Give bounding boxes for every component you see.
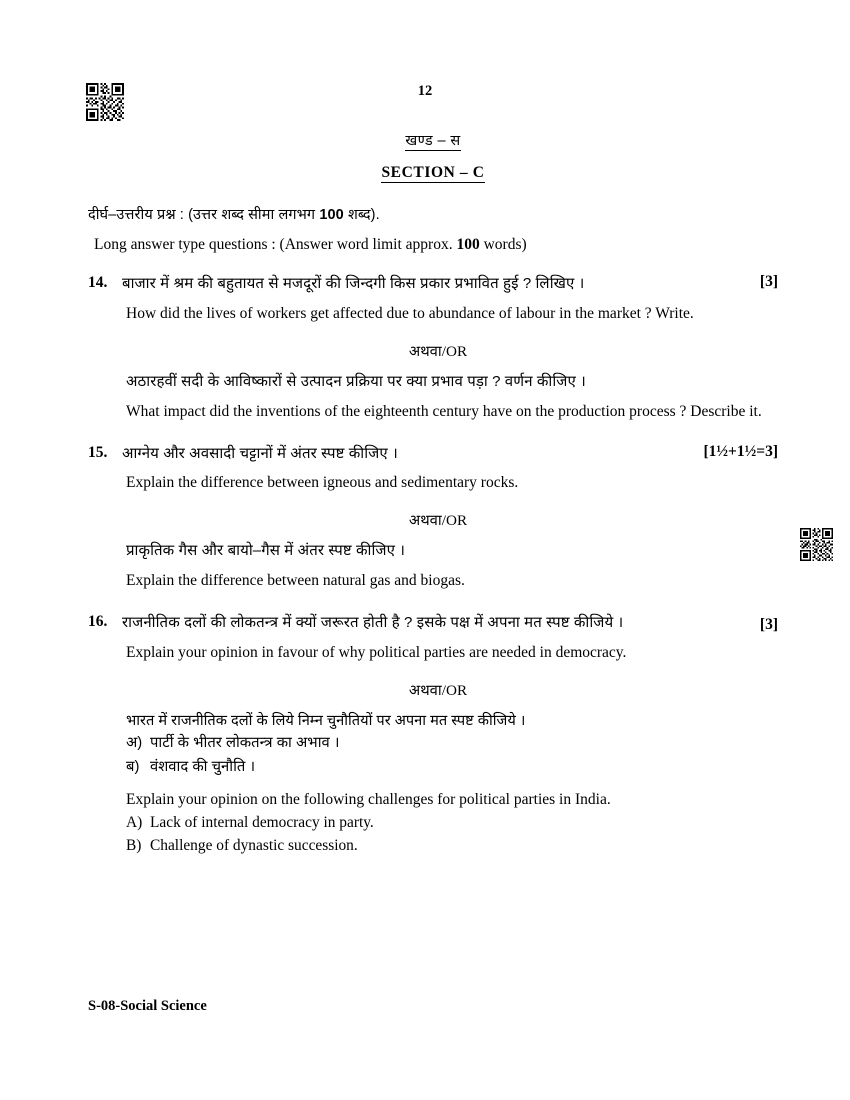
question-alt-text-hindi: अठारहवीं सदी के आविष्कारों से उत्पादन प्रक्रिया पर क्या प्रभाव पड़ा ? वर्णन कीजिए । bbox=[126, 372, 586, 390]
instruction-english-wordcount: 100 bbox=[456, 236, 480, 253]
option-text: वंशवाद की चुनौति । bbox=[150, 759, 256, 776]
or-label-hindi: अथवा bbox=[408, 343, 442, 360]
option-label: A) bbox=[126, 814, 143, 832]
question-text-hindi: आग्नेय और अवसादी चट्टानों में अंतर स्पष्ट कीजिए । bbox=[122, 444, 398, 462]
question-number: 15. bbox=[88, 443, 108, 461]
section-heading-hindi-text: खण्ड – स bbox=[405, 133, 461, 149]
question-alt-text-english: Explain your opinion on the following challenges for political parties in India. bbox=[126, 790, 611, 808]
option-label: B) bbox=[126, 837, 142, 855]
question-alt-text-english: Explain the difference between natural gas and biogas. bbox=[126, 572, 465, 590]
question-number: 16. bbox=[88, 613, 108, 631]
instruction-english-pre: Long answer type questions : (Answer word limit approx. bbox=[94, 236, 457, 253]
or-label-english: /OR bbox=[441, 342, 468, 360]
question-marks: [1½+1½=3] bbox=[703, 442, 778, 460]
option-text: Lack of internal democracy in party. bbox=[150, 814, 374, 832]
question-alt-text-hindi: प्राकृतिक गैस और बायो–गैस में अंतर स्पष्ट कीजिए । bbox=[126, 542, 406, 560]
question-alt-option-hindi bbox=[88, 732, 778, 756]
option-label: अ) bbox=[126, 735, 143, 752]
question-text-english: How did the lives of workers get affected due to abundance of labour in the market ? Write. bbox=[126, 304, 694, 322]
or-label-english: /OR bbox=[441, 681, 468, 699]
instruction-hindi-pre: दीर्घ–उत्तरीय प्रश्न : (उत्तर शब्द सीमा लगभग bbox=[88, 207, 320, 223]
or-separator bbox=[88, 680, 778, 700]
question-14 bbox=[88, 273, 778, 424]
question-text-english: Explain the difference between igneous and sedimentary rocks. bbox=[126, 474, 519, 492]
question-text-english: Explain your opinion in favour of why political parties are needed in democracy. bbox=[126, 643, 627, 661]
option-text: पार्टी के भीतर लोकतन्त्र का अभाव । bbox=[150, 735, 340, 752]
section-heading-english bbox=[88, 164, 778, 182]
question-text-hindi: बाजार में श्रम की बहुतायत से मजदूरों की जिन्दगी किस प्रकार प्रभावित हुई ? लिखिए । bbox=[122, 275, 585, 292]
or-separator bbox=[88, 510, 778, 530]
question-text-hindi: राजनीतिक दलों की लोकतन्त्र में क्यों जरूरत होती है ? इसके पक्ष में अपना मत स्पष्ट कीजिये । bbox=[122, 614, 624, 632]
instruction-hindi-post: शब्द). bbox=[343, 207, 380, 223]
question-number: 14. bbox=[88, 274, 108, 291]
question-15 bbox=[88, 443, 778, 594]
qr-code-icon bbox=[800, 528, 833, 561]
option-text: Challenge of dynastic succession. bbox=[150, 837, 358, 855]
paper-code-footer: S-08-Social Science bbox=[88, 998, 207, 1014]
question-alt-option-english bbox=[88, 834, 778, 857]
instruction-hindi-wordcount: 100 bbox=[319, 207, 344, 223]
section-heading-hindi bbox=[88, 130, 778, 150]
page-number: 12 bbox=[417, 83, 433, 99]
or-label-hindi: अथवा bbox=[408, 682, 442, 699]
instruction-english bbox=[88, 236, 778, 254]
question-alt-text-english: What impact did the inventions of the eighteenth century have on the production process ? Describe it. bbox=[126, 402, 762, 420]
question-16 bbox=[88, 612, 778, 857]
option-label: ब) bbox=[126, 759, 140, 776]
exam-content bbox=[88, 130, 778, 857]
or-label-hindi: अथवा bbox=[408, 513, 442, 530]
question-alt-option-english bbox=[88, 811, 778, 834]
question-marks: [3] bbox=[759, 615, 778, 633]
question-marks: [3] bbox=[759, 273, 778, 290]
section-heading-english-text: SECTION – C bbox=[381, 164, 485, 181]
instruction-english-post: words) bbox=[479, 236, 527, 253]
or-label-english: /OR bbox=[441, 512, 468, 530]
question-alt-text-hindi: भारत में राजनीतिक दलों के लिये निम्न चुनौतियों पर अपना मत स्पष्ट कीजिये । bbox=[126, 712, 526, 729]
instruction-hindi bbox=[88, 204, 778, 224]
question-alt-option-hindi bbox=[88, 756, 778, 780]
or-separator bbox=[88, 341, 778, 361]
